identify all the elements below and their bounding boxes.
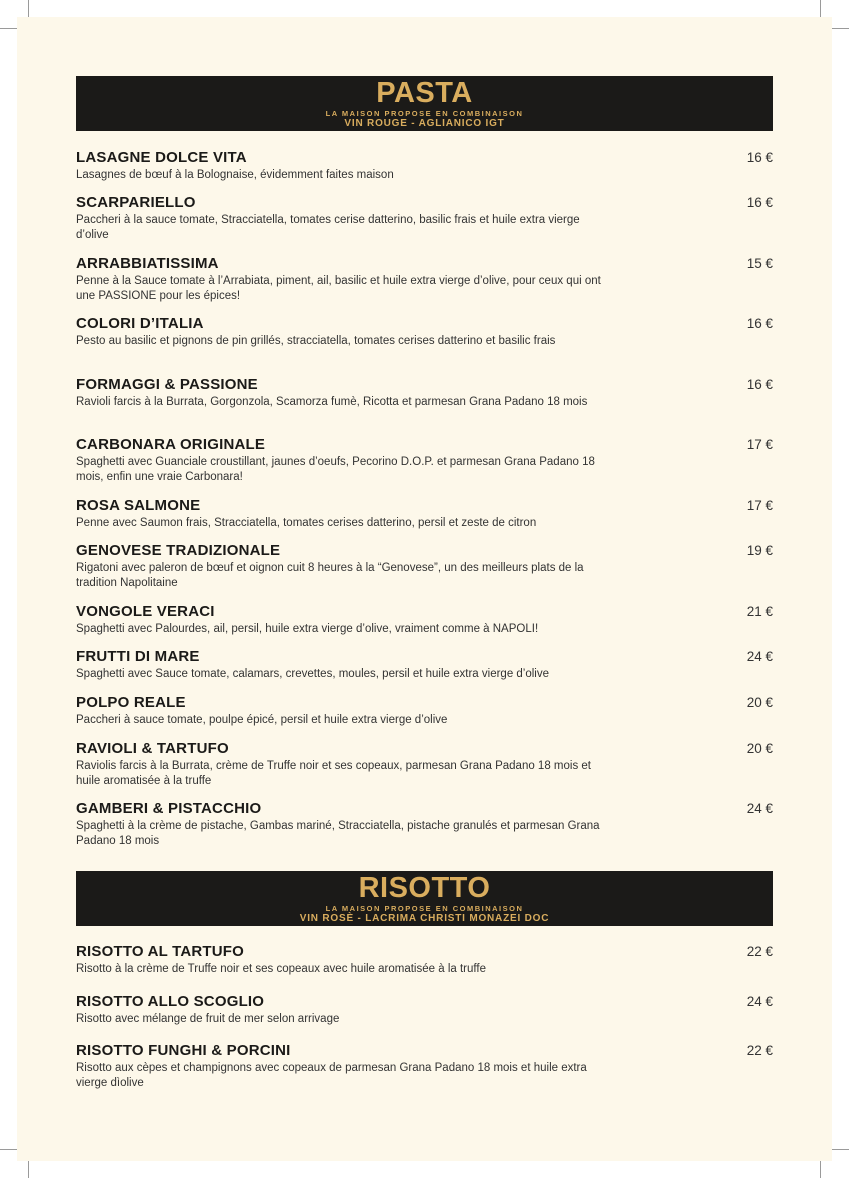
crop-mark [829, 1149, 849, 1150]
menu-item [76, 436, 773, 485]
dish-description: Spaghetti à la crème de pistache, Gambas mariné, Stracciatella, pistache granulés et parmesan Grana Padano 18 mois [76, 820, 600, 847]
dish-description: Spaghetti avec Palourdes, ail, persil, huile extra vierge d’olive, vraiment comme à NAPOLI! [76, 623, 539, 635]
menu-item [76, 800, 773, 849]
dish-name: RISOTTO FUNGHI & PORCINI [76, 1042, 291, 1059]
dish-name: GENOVESE TRADIZIONALE [76, 542, 281, 559]
menu-item [76, 943, 773, 977]
dish-price: 15 € [746, 256, 773, 271]
dish-name: ROSA SALMONE [76, 497, 201, 514]
menu-item [76, 648, 773, 682]
dish-description: Penne à la Sauce tomate à l’Arrabiata, piment, ail, basilic et huile extra vierge d’olive, pour ceux qui ont une PASSIONE pour les épices! [76, 275, 601, 302]
dish-price: 16 € [746, 150, 773, 165]
dish-price: 16 € [746, 195, 773, 210]
dish-name: LASAGNE DOLCE VITA [76, 149, 247, 166]
section-title: PASTA [376, 77, 473, 109]
dish-name: ARRABBIATISSIMA [76, 255, 219, 272]
dish-price: 24 € [746, 649, 773, 664]
dish-price: 17 € [746, 437, 773, 452]
menu-item [76, 993, 773, 1027]
menu-item [76, 315, 773, 349]
section-subtitle: LA MAISON PROPOSE EN COMBINAISON [325, 904, 524, 913]
section-banner-pasta [76, 76, 773, 131]
dish-name: FORMAGGI & PASSIONE [76, 376, 258, 393]
dish-price: 19 € [746, 543, 773, 558]
menu-item [76, 376, 773, 410]
menu-item [76, 194, 773, 243]
dish-description: Spaghetti avec Guanciale croustillant, jaunes d’oeufs, Pecorino D.O.P. et parmesan Grana Padano 18 mois, enfin une vraie Carbonara! [76, 456, 595, 483]
menu-item [76, 255, 773, 304]
dish-price: 16 € [746, 316, 773, 331]
section-subtitle: LA MAISON PROPOSE EN COMBINAISON [325, 109, 524, 118]
menu-item [76, 149, 773, 183]
dish-name: POLPO REALE [76, 694, 186, 711]
wine-pairing: VIN ROSÈ - LACRIMA CHRISTI MONAZEI DOC [299, 913, 550, 924]
dish-name: CARBONARA ORIGINALE [76, 436, 266, 453]
dish-description: Risotto aux cèpes et champignons avec copeaux de parmesan Grana Padano 18 mois et huile extra vierge dìolive [76, 1062, 587, 1089]
dish-price: 22 € [746, 944, 773, 959]
dish-name: SCARPARIELLO [76, 194, 196, 211]
dish-description: Penne avec Saumon frais, Stracciatella, tomates cerises datterino, persil et zeste de citron [76, 517, 537, 529]
dish-description: Lasagnes de bœuf à la Bolognaise, évidemment faites maison [76, 169, 394, 181]
menu-item [76, 694, 773, 728]
dish-description: Paccheri à la sauce tomate, Stracciatella, tomates cerise datterino, basilic frais et huile extra vierge d’olive [76, 214, 580, 241]
dish-name: RISOTTO AL TARTUFO [76, 943, 245, 960]
section-title: RISOTTO [358, 872, 491, 904]
dish-name: GAMBERI & PISTACCHIO [76, 800, 262, 817]
crop-mark [820, 1158, 821, 1178]
dish-price: 24 € [746, 801, 773, 816]
dish-name: RISOTTO ALLO SCOGLIO [76, 993, 265, 1010]
dish-price: 24 € [746, 994, 773, 1009]
dish-price: 20 € [746, 695, 773, 710]
dish-price: 16 € [746, 377, 773, 392]
dish-description: Paccheri à sauce tomate, poulpe épicé, persil et huile extra vierge d’olive [76, 714, 448, 726]
dish-price: 22 € [746, 1043, 773, 1058]
menu-item [76, 542, 773, 591]
dish-description: Risotto avec mélange de fruit de mer selon arrivage [76, 1013, 340, 1025]
dish-name: COLORI D’ITALIA [76, 315, 204, 332]
dish-price: 17 € [746, 498, 773, 513]
menu-item [76, 603, 773, 637]
wine-pairing: VIN ROUGE - AGLIANICO IGT [344, 118, 505, 129]
menu-item [76, 740, 773, 789]
dish-description: Risotto à la crème de Truffe noir et ses copeaux avec huile aromatisée à la truffe [76, 963, 486, 975]
section-banner-risotto [76, 871, 773, 926]
menu-item [76, 1042, 773, 1091]
crop-mark [28, 1158, 29, 1178]
dish-description: Pesto au basilic et pignons de pin grillés, stracciatella, tomates cerises datterino et basilic frais [76, 335, 556, 347]
dish-description: Ravioli farcis à la Burrata, Gorgonzola, Scamorza fumè, Ricotta et parmesan Grana Padano 18 mois [76, 396, 588, 408]
dish-price: 21 € [746, 604, 773, 619]
menu-item [76, 497, 773, 531]
dish-description: Raviolis farcis à la Burrata, crème de Truffe noir et ses copeaux, parmesan Grana Padano 18 mois et huile aromatisée à la truffe [76, 760, 591, 787]
dish-price: 20 € [746, 741, 773, 756]
crop-mark [829, 28, 849, 29]
dish-description: Rigatoni avec paleron de bœuf et oignon cuit 8 heures à la “Genovese”, un des meilleurs plats de la tradition Napolitaine [76, 562, 584, 589]
dish-name: RAVIOLI & TARTUFO [76, 740, 229, 757]
dish-name: FRUTTI DI MARE [76, 648, 200, 665]
dish-name: VONGOLE VERACI [76, 603, 215, 620]
dish-description: Spaghetti avec Sauce tomate, calamars, crevettes, moules, persil et huile extra vierge d’olive [76, 668, 550, 680]
